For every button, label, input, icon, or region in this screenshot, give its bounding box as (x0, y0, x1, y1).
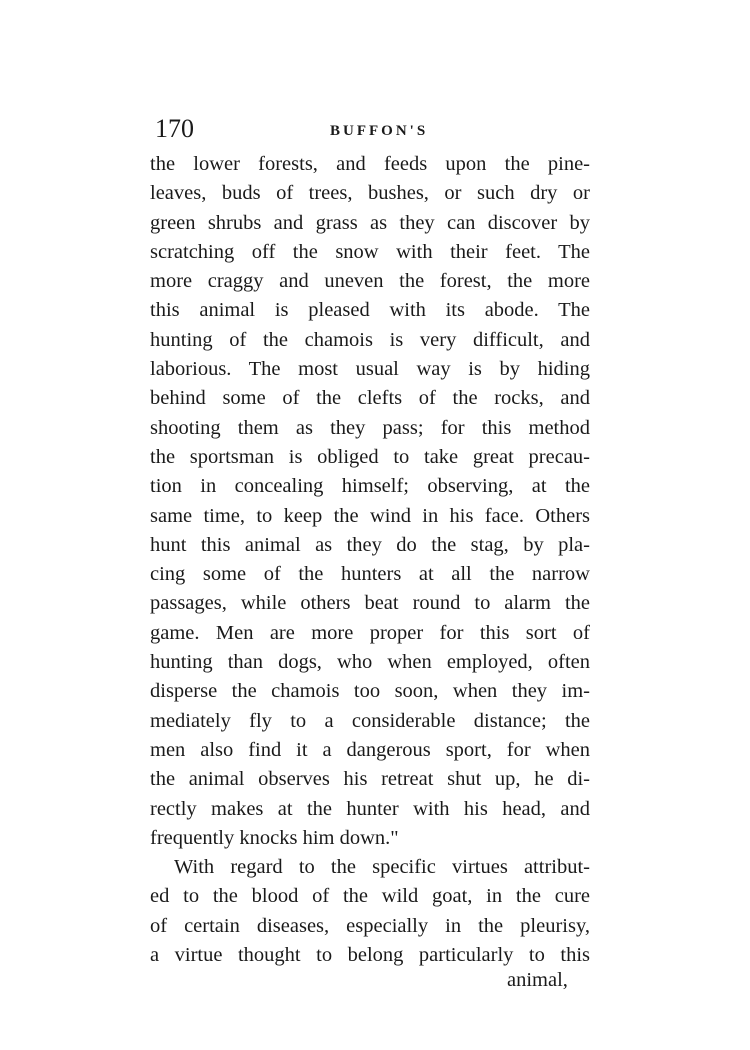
text-line: rectly makes at the hunter with his head, and (150, 797, 590, 820)
text-line: this animal is pleased with its abode. The (150, 299, 590, 322)
text-line: more craggy and uneven the forest, the more (150, 270, 590, 293)
paragraph-continued (150, 150, 590, 853)
page-header (155, 112, 585, 146)
running-head: BUFFON'S (330, 123, 429, 139)
text-line: frequently knocks him down." (150, 826, 399, 849)
text-line: shooting them as they pass; for this method (150, 416, 590, 439)
text-line: cing some of the hunters at all the narrow (150, 563, 590, 586)
text-line: hunt this animal as they do the stag, by pla- (150, 533, 590, 556)
text-line: passages, while others beat round to alarm the (150, 592, 590, 615)
text-line: the sportsman is obliged to take great precau- (150, 445, 590, 468)
text-line: behind some of the clefts of the rocks, and (150, 387, 590, 410)
text-line: disperse the chamois too soon, when they im- (150, 680, 590, 703)
text-line: game. Men are more proper for this sort of (150, 621, 590, 644)
text-line: the lower forests, and feeds upon the pine- (150, 153, 590, 175)
text-line: the animal observes his retreat shut up, he di- (150, 768, 590, 791)
text-line: leaves, buds of trees, bushes, or such dry or (150, 182, 590, 205)
text-line: laborious. The most usual way is by hiding (150, 358, 590, 381)
text-line: men also find it a dangerous sport, for when (150, 738, 590, 761)
text-line: scratching off the snow with their feet. The (150, 240, 590, 263)
text-line: green shrubs and grass as they can discover by (150, 211, 590, 234)
paragraph-new (150, 853, 590, 970)
text-line: mediately fly to a considerable distance; the (150, 709, 590, 732)
text-line: of certain diseases, especially in the pleurisy, (150, 914, 590, 937)
text-line: same time, to keep the wind in his face. Others (150, 504, 590, 527)
text-line: a virtue thought to belong particularly to this (150, 944, 590, 967)
text-line: hunting than dogs, who when employed, often (150, 651, 590, 674)
text-line: tion in concealing himself; observing, at the (150, 475, 590, 498)
text-line: hunting of the chamois is very difficult, and (150, 328, 590, 351)
text-line: With regard to the specific virtues attribut- (174, 856, 590, 879)
page-number: 170 (155, 114, 194, 143)
catchword: animal, (507, 969, 568, 991)
text-line: ed to the blood of the wild goat, in the cure (150, 885, 590, 908)
body-text (150, 150, 590, 970)
